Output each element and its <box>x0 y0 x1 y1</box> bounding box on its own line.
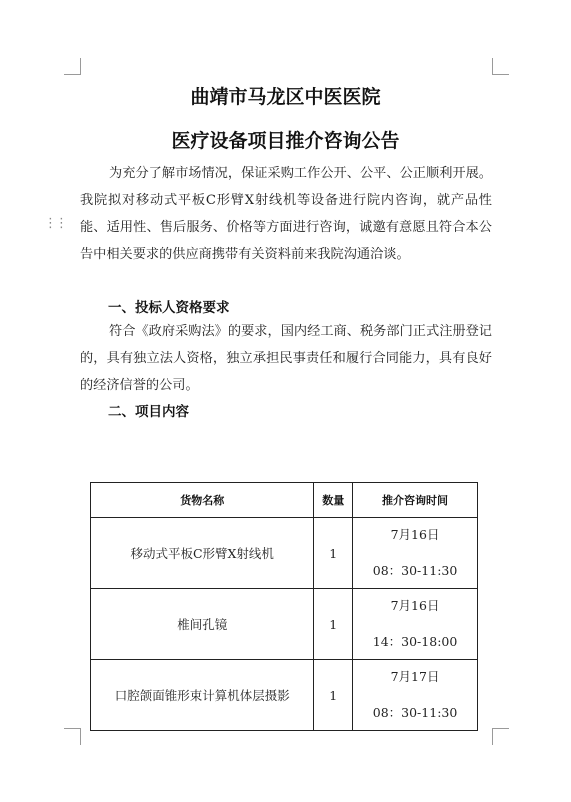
section-heading-qualification: 一、投标人资格要求 <box>108 300 230 316</box>
margin-corner-bottom-left <box>64 728 81 745</box>
cell-consult-time <box>353 589 478 660</box>
consult-hours: 08：30-11:30 <box>372 705 458 720</box>
section-heading-project: 二、项目内容 <box>108 404 189 420</box>
cell-consult-time <box>353 660 478 731</box>
table-row <box>91 660 478 731</box>
table-row <box>91 518 478 589</box>
margin-corner-top-left <box>64 58 81 75</box>
drag-handle-icon[interactable]: ⋮⋮ <box>44 216 66 231</box>
header-consult-time: 推介咨询时间 <box>353 483 478 518</box>
cell-item-name: 口腔颌面锥形束计算机体层摄影 <box>91 660 314 731</box>
cell-item-name: 移动式平板C形臂X射线机 <box>91 518 314 589</box>
consult-hours: 14：30-18:00 <box>372 634 458 649</box>
qualification-paragraph: 符合《政府采购法》的要求，国内经工商、税务部门正式注册登记的，具有独立法人资格，独立承担民事责任和履行合同能力，具有良好的经济信誉的公司。 <box>80 324 492 393</box>
cell-quantity: 1 <box>314 518 353 589</box>
consult-date: 7月16日 <box>390 527 440 542</box>
document-subtitle: 医疗设备项目推介咨询公告 <box>171 130 400 152</box>
table-row <box>91 589 478 660</box>
header-quantity: 数量 <box>314 483 353 518</box>
cell-item-name: 椎间孔镜 <box>91 589 314 660</box>
cell-consult-time <box>353 518 478 589</box>
project-table <box>90 482 478 731</box>
header-item-name: 货物名称 <box>91 483 314 518</box>
margin-corner-top-right <box>492 58 509 75</box>
consult-date: 7月16日 <box>390 598 440 613</box>
cell-quantity: 1 <box>314 589 353 660</box>
cell-quantity: 1 <box>314 660 353 731</box>
intro-paragraph: 为充分了解市场情况，保证采购工作公开、公平、公正顺利开展。我院拟对移动式平板C形臂X射线机等设备进行院内咨询，就产品性能、适用性、售后服务、价格等方面进行咨询，诚邀有意愿且符合本公告中相关要求的供应商携带有关资料前来我院沟通洽谈。 <box>80 166 492 262</box>
margin-corner-bottom-right <box>492 728 509 745</box>
consult-date: 7月17日 <box>390 669 440 684</box>
consult-hours: 08：30-11:30 <box>372 563 458 578</box>
document-title: 曲靖市马龙区中医医院 <box>190 86 381 108</box>
table-header-row <box>91 483 478 518</box>
